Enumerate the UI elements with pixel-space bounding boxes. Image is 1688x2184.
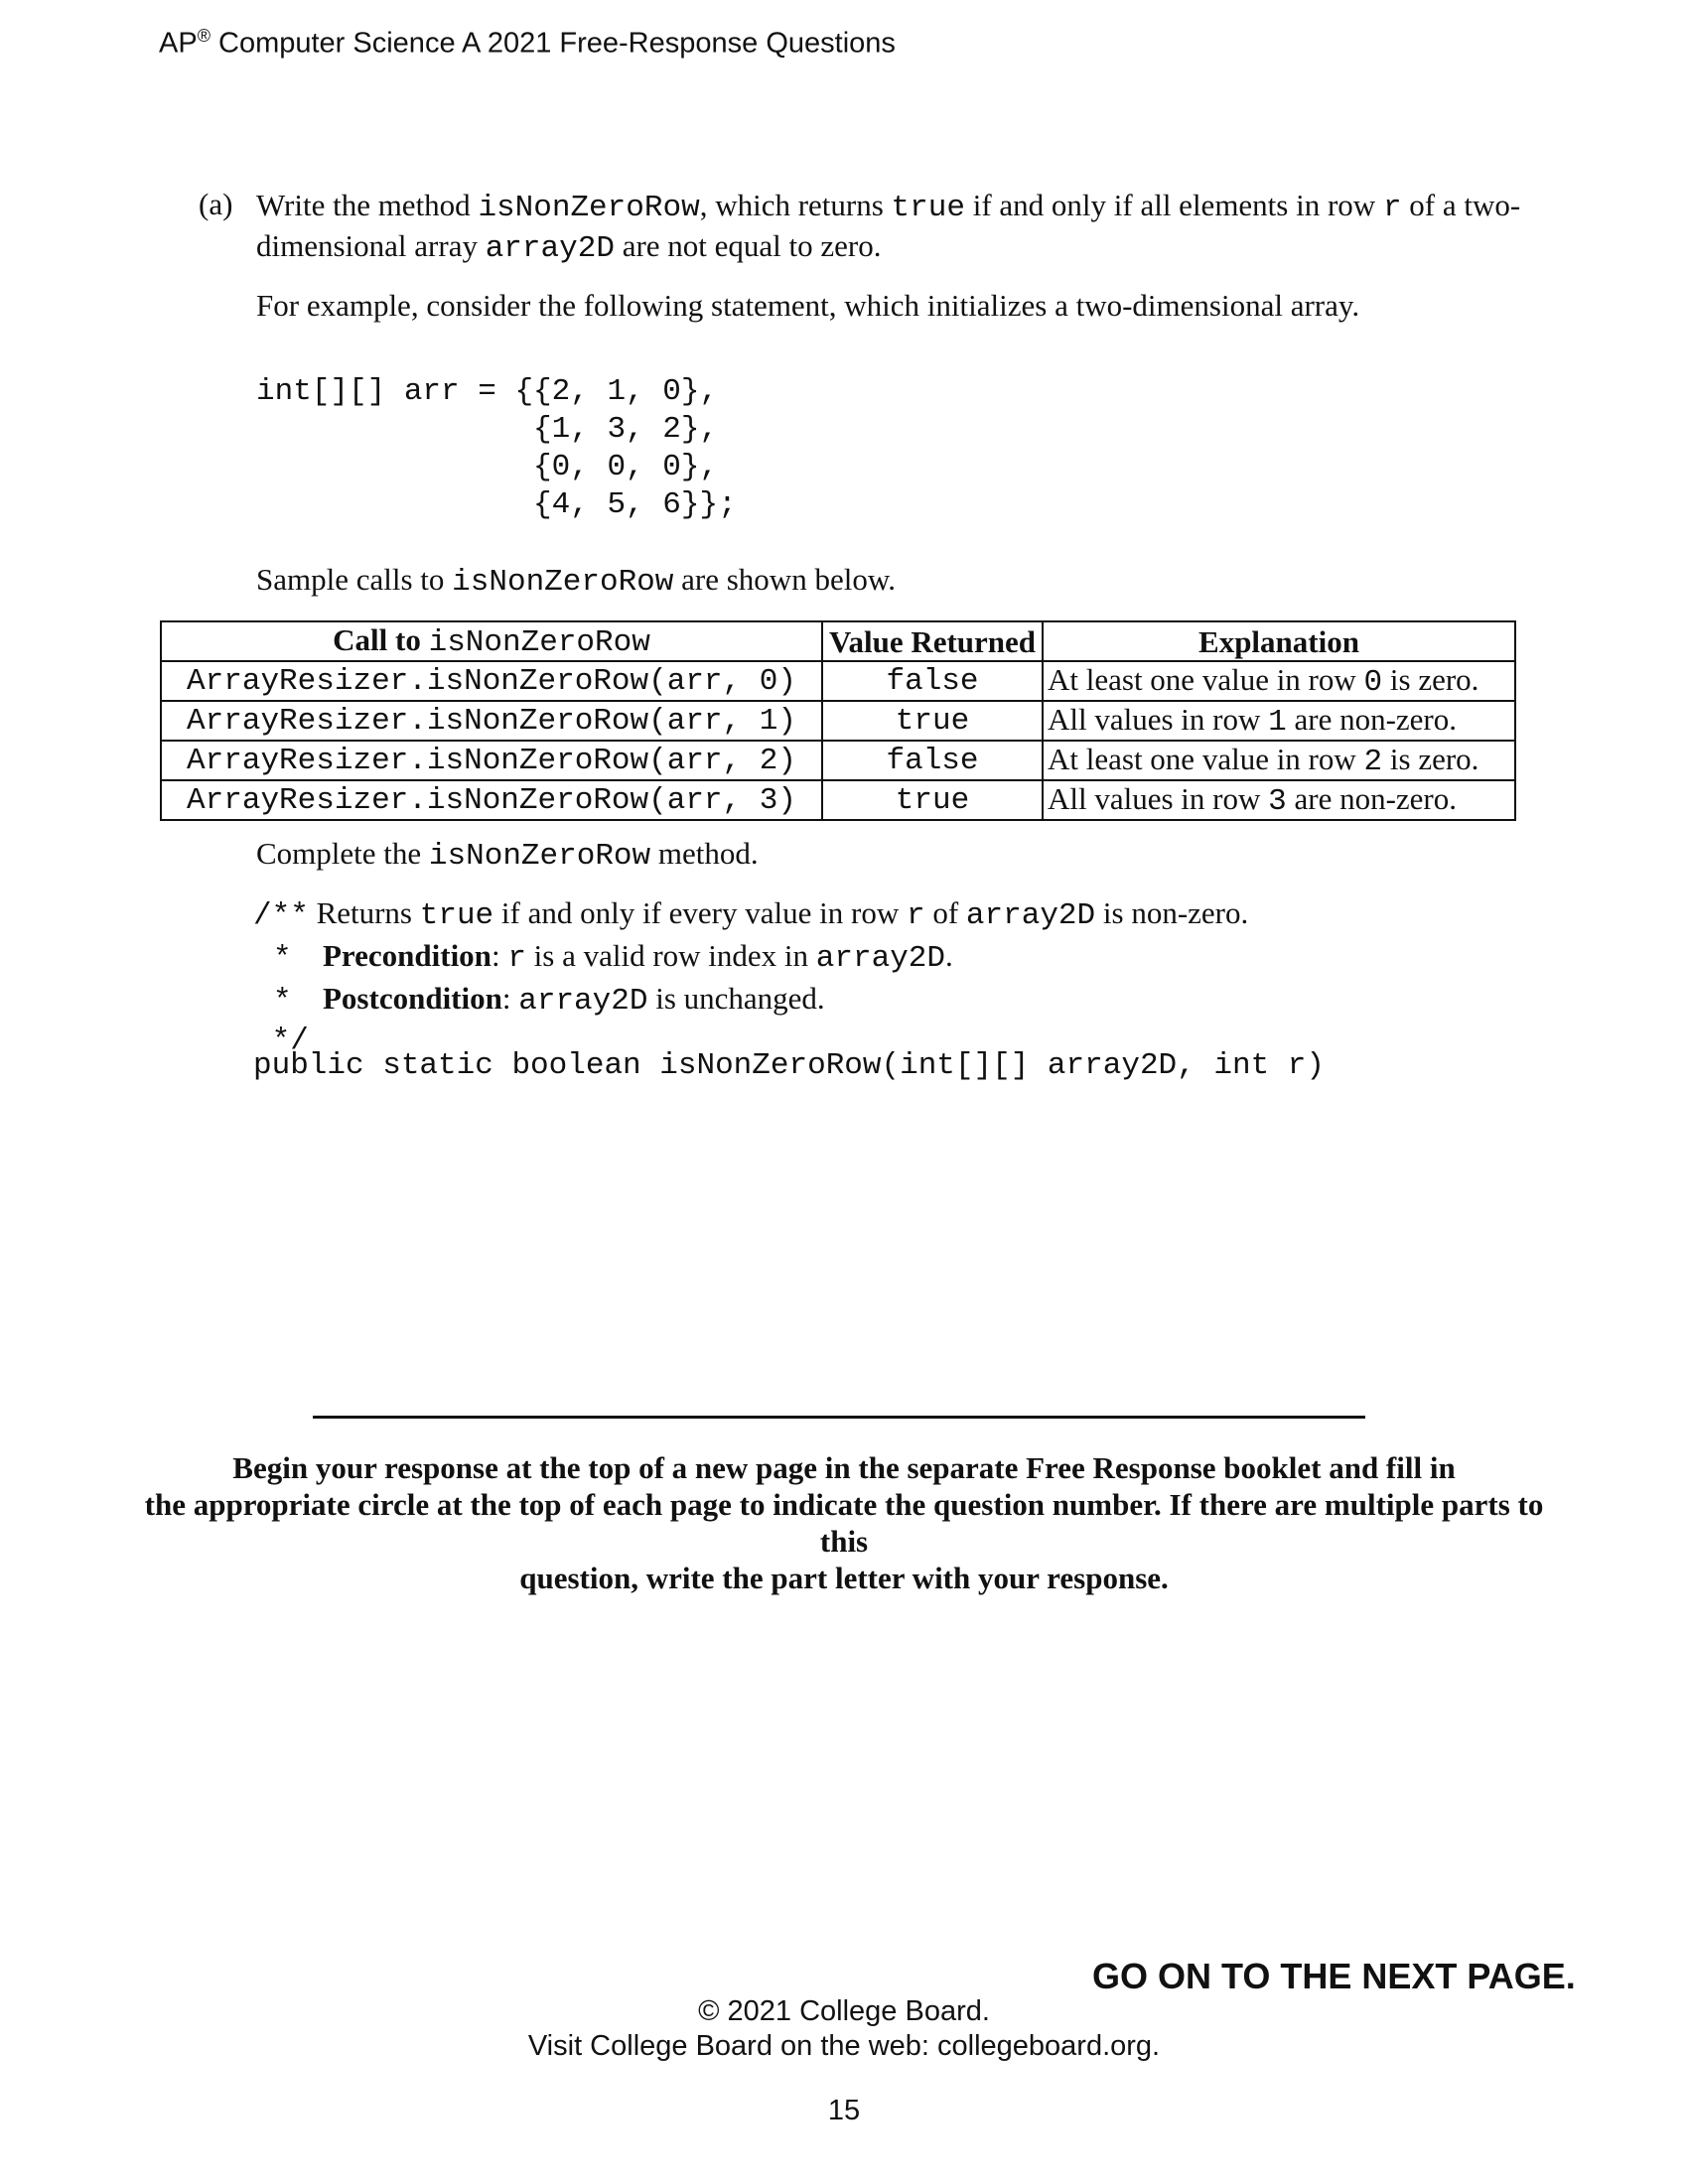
- comment-text: Returns: [308, 895, 420, 930]
- complete-text: method.: [650, 836, 759, 871]
- complete-method-line: [256, 836, 759, 874]
- comment-text: .: [945, 938, 953, 973]
- example-intro: For example, consider the following statement, which initializes a two-dimensional array.: [256, 288, 1360, 323]
- comment-open: /**: [253, 898, 309, 933]
- call-cell: ArrayResizer.isNonZeroRow(arr, 1): [161, 701, 822, 741]
- exp-code: 2: [1363, 745, 1383, 779]
- sample-calls-table: [160, 620, 1516, 821]
- header-call-text: Call to: [333, 622, 429, 657]
- code-line: {0, 0, 0},: [256, 450, 719, 484]
- website-note: Visit College Board on the web: collegeboard.org.: [527, 2030, 1161, 2062]
- value-cell: false: [822, 661, 1043, 701]
- explanation-cell: [1043, 780, 1515, 820]
- intro-text: , which returns: [699, 188, 892, 222]
- instructions-line: question, write the part letter with your response.: [519, 1561, 1169, 1595]
- go-on-notice: GO ON TO THE NEXT PAGE.: [1092, 1956, 1576, 1996]
- header-title-prefix: AP: [159, 27, 198, 60]
- comment-line: [253, 893, 1248, 936]
- response-instructions: [129, 1449, 1559, 1596]
- complete-code: isNonZeroRow: [428, 839, 651, 874]
- exp-text: All values in row: [1048, 781, 1269, 816]
- table-row: [161, 741, 1515, 780]
- comment-text: is unchanged.: [647, 981, 825, 1016]
- postcondition-label: Postcondition: [323, 981, 502, 1016]
- comment-code: array2D: [815, 941, 946, 976]
- exp-text: is zero.: [1382, 742, 1479, 776]
- code-line: int[][] arr = {{2, 1, 0},: [256, 374, 719, 409]
- comment-text: is a valid row index in: [525, 938, 816, 973]
- exp-text: All values in row: [1048, 702, 1269, 737]
- comment-code: array2D: [965, 898, 1096, 933]
- table-row: [161, 661, 1515, 701]
- call-cell: ArrayResizer.isNonZeroRow(arr, 2): [161, 741, 822, 780]
- code-line: {1, 3, 2},: [256, 412, 719, 447]
- array-code-block: [256, 373, 737, 524]
- value-cell: true: [822, 701, 1043, 741]
- sample-code: isNonZeroRow: [452, 565, 674, 600]
- comment-code: true: [419, 898, 494, 933]
- instructions-line: the appropriate circle at the top of each page to indicate the question number. If there are multiple parts to this: [144, 1487, 1544, 1559]
- comment-code: r: [507, 941, 526, 976]
- intro-text: of a two-dimensional array: [256, 188, 1521, 263]
- table-row: [161, 701, 1515, 741]
- comment-code: array2D: [518, 984, 648, 1019]
- table-row: [161, 780, 1515, 820]
- intro-code: array2D: [485, 231, 615, 266]
- comment-text: of: [924, 895, 966, 930]
- part-label: (a): [199, 187, 233, 221]
- page-header: [159, 26, 896, 61]
- exp-text: are non-zero.: [1286, 781, 1458, 816]
- comment-star: *: [273, 941, 292, 976]
- explanation-cell: [1043, 741, 1515, 780]
- instructions-line: Begin your response at the top of a new page in the separate Free Response booklet and fill in: [232, 1450, 1456, 1485]
- code-line: {4, 5, 6}};: [256, 487, 737, 522]
- comment-text: :: [501, 981, 519, 1016]
- exp-code: 3: [1268, 784, 1287, 819]
- comment-line: [253, 936, 1248, 979]
- comment-text: is non-zero.: [1095, 895, 1249, 930]
- comment-star: *: [273, 984, 292, 1019]
- comment-text: :: [491, 938, 508, 973]
- exp-text: are non-zero.: [1286, 702, 1458, 737]
- comment-text: if and only if every value in row: [493, 895, 907, 930]
- call-cell: ArrayResizer.isNonZeroRow(arr, 0): [161, 661, 822, 701]
- sample-calls-intro: [256, 562, 896, 600]
- intro-code: true: [891, 191, 965, 225]
- value-cell: true: [822, 780, 1043, 820]
- method-signature: public static boolean isNonZeroRow(int[][] array2D, int r): [253, 1048, 1325, 1083]
- registered-mark: ®: [197, 26, 211, 46]
- header-call: [161, 621, 822, 661]
- comment-code: r: [906, 898, 925, 933]
- sample-text: are shown below.: [673, 562, 896, 597]
- exp-code: 0: [1363, 665, 1383, 700]
- header-explanation: Explanation: [1043, 621, 1515, 661]
- header-title-rest: Computer Science A 2021 Free-Response Questions: [210, 27, 896, 60]
- comment-line: [253, 979, 1248, 1022]
- complete-text: Complete the: [256, 836, 429, 871]
- exp-code: 1: [1268, 705, 1287, 740]
- intro-text: are not equal to zero.: [614, 228, 882, 263]
- intro-code: isNonZeroRow: [478, 191, 700, 225]
- precondition-label: Precondition: [323, 938, 492, 973]
- header-value: Value Returned: [822, 621, 1043, 661]
- explanation-cell: [1043, 661, 1515, 701]
- copyright: © 2021 College Board.: [698, 1995, 990, 2027]
- exp-text: is zero.: [1382, 662, 1479, 697]
- intro-code: r: [1382, 191, 1402, 225]
- intro-text: Write the method: [256, 188, 479, 222]
- intro-text: if and only if all elements in row: [964, 188, 1383, 222]
- comment-close: */: [253, 1024, 309, 1058]
- explanation-cell: [1043, 701, 1515, 741]
- value-cell: false: [822, 741, 1043, 780]
- exp-text: At least one value in row: [1048, 662, 1364, 697]
- sample-text: Sample calls to: [256, 562, 453, 597]
- exp-text: At least one value in row: [1048, 742, 1364, 776]
- table-header-row: [161, 621, 1515, 661]
- page-number: 15: [827, 2095, 861, 2126]
- javadoc-comment: [253, 893, 1248, 1061]
- header-call-code: isNonZeroRow: [428, 625, 650, 660]
- divider: [313, 1416, 1365, 1419]
- call-cell: ArrayResizer.isNonZeroRow(arr, 3): [161, 780, 822, 820]
- part-a-intro: [256, 187, 1547, 268]
